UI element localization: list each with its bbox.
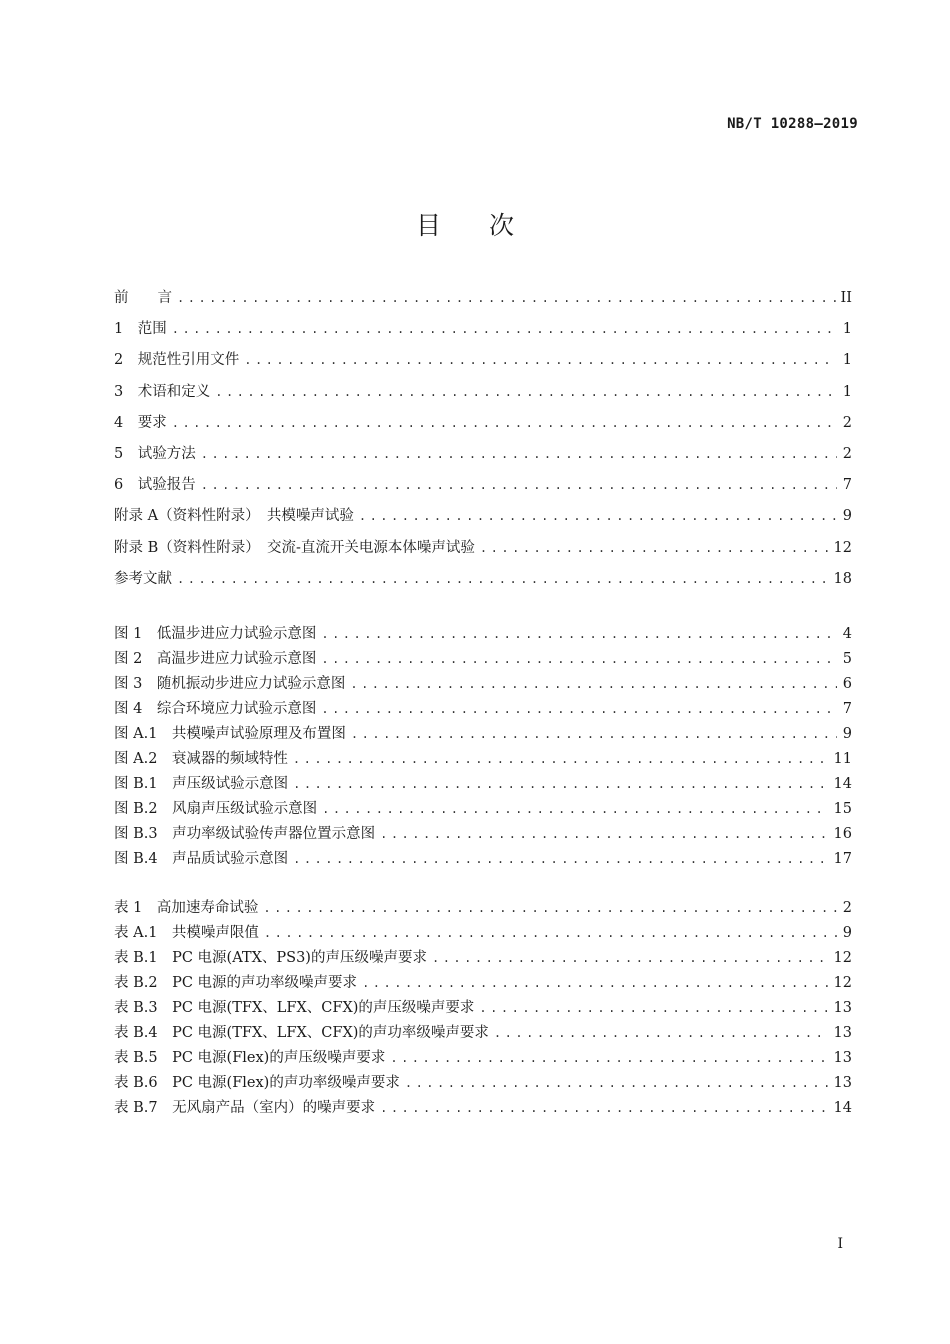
leader-dots (215, 382, 837, 402)
leader-dots (380, 1098, 828, 1118)
toc-entry-page: 9 (842, 925, 852, 941)
toc-entry[interactable] (114, 1098, 852, 1118)
toc-entry-label: 表 B.5 PC 电源(Flex)的声压级噪声要求 (114, 1050, 386, 1066)
toc-entry-label: 表 B.2 PC 电源的声功率级噪声要求 (114, 975, 358, 991)
toc-entry-page: 15 (833, 801, 852, 817)
toc-entry-page: 4 (842, 626, 852, 642)
leader-dots (201, 444, 837, 464)
page-title: 目 次 (416, 211, 534, 240)
leader-dots (177, 569, 829, 589)
toc-entry[interactable] (114, 849, 852, 869)
toc-entry-label: 表 B.7 无风扇产品（室内）的噪声要求 (114, 1100, 376, 1116)
leader-dots (380, 824, 828, 844)
toc-entry-label: 前 言 (114, 290, 172, 306)
toc-entry-label: 表 B.6 PC 电源(Flex)的声功率级噪声要求 (114, 1075, 400, 1091)
toc-entry-page: 12 (833, 950, 852, 966)
leader-dots (479, 998, 828, 1018)
toc-entry[interactable] (114, 699, 852, 719)
toc-entry-label: 3 术语和定义 (114, 383, 211, 400)
toc-entry[interactable] (114, 506, 852, 526)
leader-dots (480, 538, 829, 558)
toc-entry-label: 图 B.2 风扇声压级试验示意图 (114, 801, 318, 817)
toc-entry-label: 表 B.3 PC 电源(TFX、LFX、CFX)的声压级噪声要求 (114, 1000, 475, 1016)
toc-entry-page: 13 (833, 1050, 852, 1066)
toc-entry[interactable] (114, 382, 852, 402)
toc-entry-page: 7 (842, 477, 852, 494)
toc-entry[interactable] (114, 475, 852, 495)
toc-entry-label: 附录 A（资料性附录） 共模噪声试验 (114, 508, 354, 525)
toc-entry-label: 表 A.1 共模噪声限值 (114, 925, 259, 941)
toc-entry-page: 2 (842, 446, 852, 462)
leader-dots (172, 319, 837, 339)
toc-entry-label: 4 要求 (114, 414, 167, 431)
leader-dots (322, 799, 828, 819)
toc-entry-page: 1 (842, 352, 852, 369)
toc-entry-label: 参考文献 (114, 570, 172, 587)
toc-entry-label: 图 2 高温步进应力试验示意图 (114, 651, 317, 667)
toc-entry[interactable] (114, 923, 852, 943)
leader-dots (244, 350, 837, 370)
toc-entry-page: 13 (833, 1000, 852, 1016)
toc-entry[interactable] (114, 288, 852, 308)
toc-entry-label: 1 范围 (114, 321, 167, 338)
leader-dots (293, 749, 829, 769)
leader-dots (321, 699, 837, 719)
toc-entry[interactable] (114, 998, 852, 1018)
leader-dots (321, 649, 837, 669)
toc-entry-label: 6 试验报告 (114, 477, 196, 494)
toc-entry[interactable] (114, 898, 852, 918)
leader-dots (177, 288, 836, 308)
leader-dots (390, 1048, 828, 1068)
toc-entry[interactable] (114, 538, 852, 558)
toc-entry-page: 13 (833, 1025, 852, 1041)
toc-entry[interactable] (114, 350, 852, 370)
page-number: I (837, 1236, 843, 1252)
toc-entry[interactable] (114, 569, 852, 589)
toc-entry-page: 5 (842, 651, 852, 667)
leader-dots (293, 849, 828, 869)
leader-dots (263, 898, 837, 918)
toc-entry-page: 17 (833, 851, 852, 867)
toc-entry[interactable] (114, 749, 852, 769)
toc-entry[interactable] (114, 319, 852, 339)
toc-entry-label: 图 A.1 共模噪声试验原理及布置图 (114, 726, 346, 742)
toc-entry[interactable] (114, 1073, 852, 1093)
toc-entry-page: 9 (842, 726, 852, 742)
toc-entry-page: II (840, 290, 852, 306)
toc-entry-label: 图 1 低温步进应力试验示意图 (114, 626, 317, 642)
toc-entry[interactable] (114, 1048, 852, 1068)
toc-entry[interactable] (114, 774, 852, 794)
toc-entry[interactable] (114, 973, 852, 993)
toc-entry-page: 11 (833, 751, 852, 767)
leader-dots (201, 475, 837, 495)
toc-entry-page: 13 (833, 1075, 852, 1091)
toc-entry-page: 18 (833, 570, 852, 587)
toc-entry[interactable] (114, 444, 852, 464)
toc-entry[interactable] (114, 413, 852, 433)
leader-dots (432, 948, 829, 968)
toc-entry[interactable] (114, 724, 852, 744)
toc-entry-page: 12 (833, 539, 852, 556)
leader-dots (362, 973, 828, 993)
toc-entry-label: 表 B.4 PC 电源(TFX、LFX、CFX)的声功率级噪声要求 (114, 1025, 489, 1041)
toc-entry-page: 12 (833, 975, 852, 991)
leader-dots (172, 413, 837, 433)
leader-dots (293, 774, 828, 794)
toc-entry-page: 14 (833, 776, 852, 792)
toc-entry-page: 2 (842, 414, 852, 431)
toc-entry-label: 表 B.1 PC 电源(ATX、PS3)的声压级噪声要求 (114, 950, 427, 966)
toc-entry-label: 图 4 综合环境应力试验示意图 (114, 701, 317, 717)
toc-entry-label: 图 3 随机振动步进应力试验示意图 (114, 676, 346, 692)
toc-entry[interactable] (114, 649, 852, 669)
toc-entry-label: 图 B.1 声压级试验示意图 (114, 776, 289, 792)
toc-entry-label: 2 规范性引用文件 (114, 352, 240, 369)
toc-entry[interactable] (114, 824, 852, 844)
leader-dots (494, 1023, 829, 1043)
toc-entry[interactable] (114, 948, 852, 968)
standard-code: NB/T 10288—2019 (727, 116, 858, 132)
toc-entry[interactable] (114, 799, 852, 819)
toc-entry[interactable] (114, 674, 852, 694)
toc-entry-page: 7 (842, 701, 852, 717)
leader-dots (351, 724, 837, 744)
leader-dots (350, 674, 837, 694)
leader-dots (359, 506, 837, 526)
toc-entry-label: 图 A.2 衰减器的频域特性 (114, 751, 288, 767)
toc-entry-label: 图 B.4 声品质试验示意图 (114, 851, 289, 867)
toc-entry-page: 6 (842, 676, 852, 692)
toc-entry[interactable] (114, 624, 852, 644)
toc-entry-page: 1 (842, 321, 852, 338)
toc-entry[interactable] (114, 1023, 852, 1043)
toc-entry-label: 5 试验方法 (114, 446, 196, 462)
leader-dots (405, 1073, 829, 1093)
toc-entry-page: 9 (842, 508, 852, 525)
toc-entry-page: 14 (833, 1100, 852, 1116)
leader-dots (321, 624, 837, 644)
toc-entry-label: 附录 B（资料性附录） 交流-直流开关电源本体噪声试验 (114, 539, 475, 556)
toc-entry-label: 图 B.3 声功率级试验传声器位置示意图 (114, 826, 376, 842)
toc-entry-page: 2 (842, 900, 852, 916)
toc-entry-page: 1 (842, 383, 852, 400)
toc-entry-page: 16 (833, 826, 852, 842)
toc-entry-label: 表 1 高加速寿命试验 (114, 900, 259, 916)
leader-dots (264, 923, 837, 943)
